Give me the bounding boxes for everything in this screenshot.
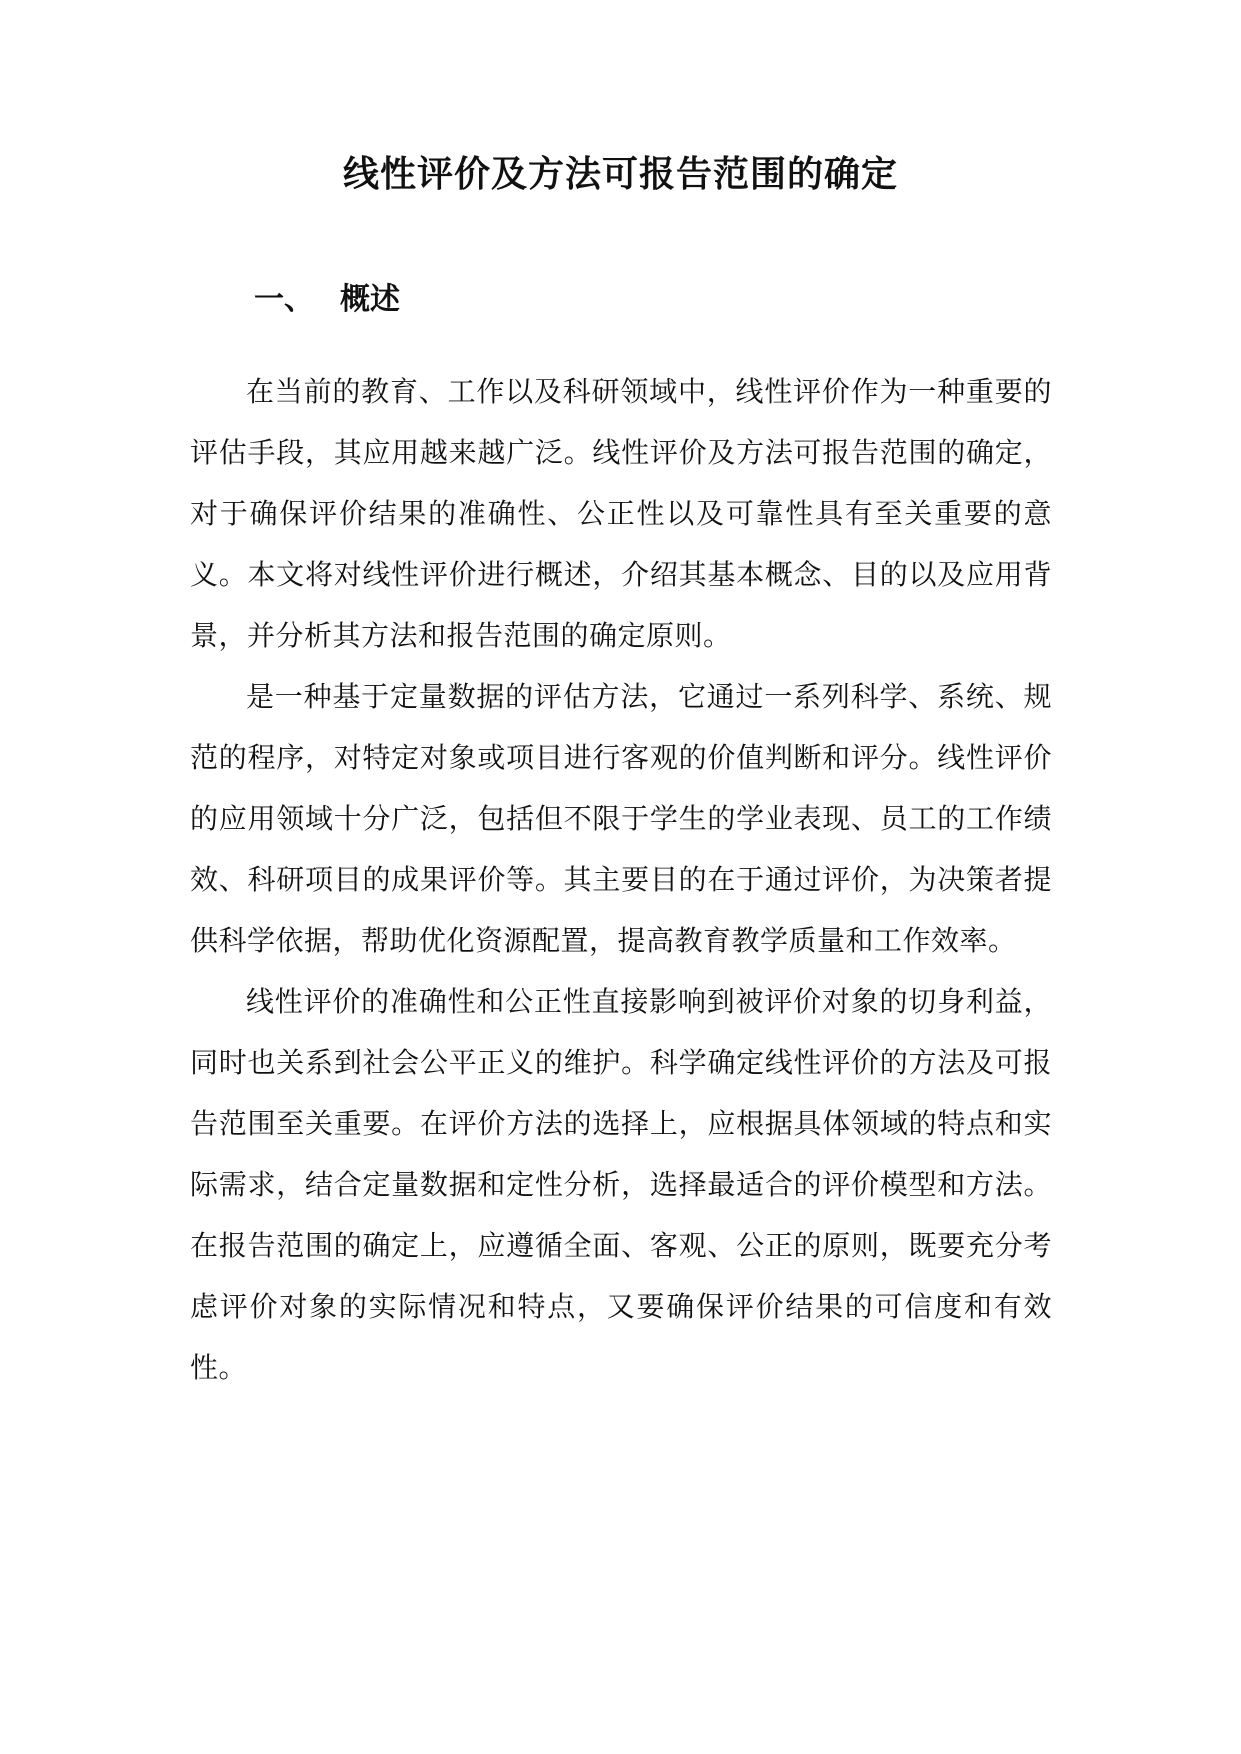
paragraph: 在当前的教育、工作以及科研领域中，线性评价作为一种重要的评估手段，其应用越来越广泛。线性评价及方法可报告范围的确定，对于确保评价结果的准确性、公正性以及可靠性具有至关重要的意义。本文将对线性评价进行概述，介绍其基本概念、目的以及应用背景，并分析其方法和报告范围的确定原则。 <box>190 375 1052 652</box>
section-number: 一、 <box>254 282 314 317</box>
document-title: 线性评价及方法可报告范围的确定 <box>342 153 898 195</box>
body-text <box>190 361 1052 1398</box>
paragraph: 是一种基于定量数据的评估方法，它通过一系列科学、系统、规范的程序，对特定对象或项目进行客观的价值判断和评分。线性评价的应用领域十分广泛，包括但不限于学生的学业表现、员工的工作绩效、科研项目的成果评价等。其主要目的在于通过评价，为决策者提供科学依据，帮助优化资源配置，提高教育教学质量和工作效率。 <box>190 680 1052 957</box>
section-title: 概述 <box>340 282 400 317</box>
section-heading <box>254 278 400 322</box>
paragraph: 线性评价的准确性和公正性直接影响到被评价对象的切身利益，同时也关系到社会公平正义的维护。科学确定线性评价的方法及可报告范围至关重要。在评价方法的选择上，应根据具体领域的特点和实际需求，结合定量数据和定性分析，选择最适合的评价模型和方法。在报告范围的确定上，应遵循全面、客观、公正的原则，既要充分考虑评价对象的实际情况和特点，又要确保评价结果的可信度和有效性。 <box>190 985 1052 1384</box>
